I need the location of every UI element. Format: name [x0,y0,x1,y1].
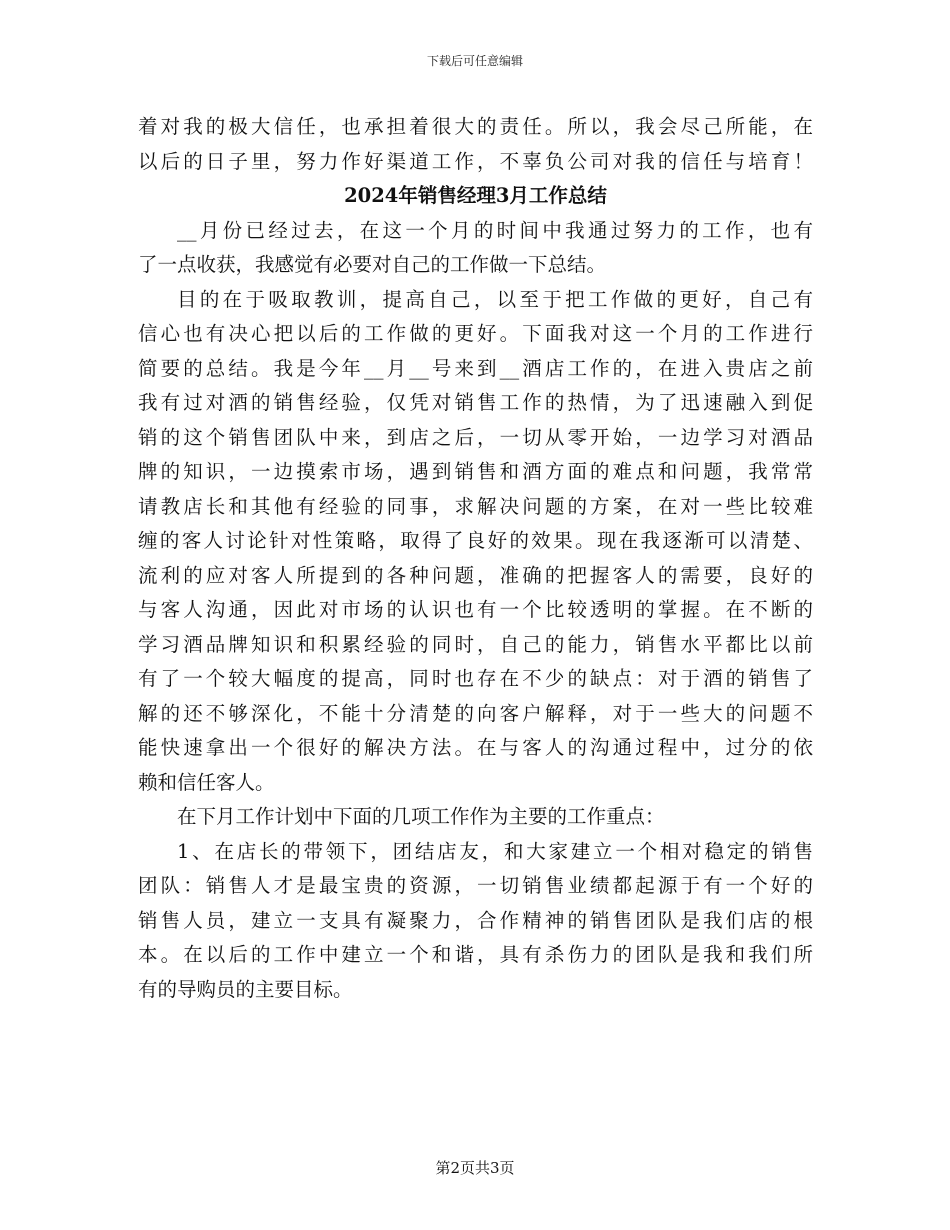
paragraph-line: 简要的总结。我是今年__月__号来到__酒店工作的，在进入贵店之前 [138,356,813,380]
paragraph-line: 与客人沟通，因此对市场的认识也有一个比较透明的掌握。在不断的 [138,598,813,621]
paragraph-line: 能快速拿出一个很好的解决方法。在与客人的沟通过程中，过分的依 [138,736,813,759]
paragraph-line: 流利的应对客人所提到的各种问题，准确的把握客人的需要，良好的 [138,563,813,587]
paragraph-line: 牌的知识，一边摸索市场，遇到销售和酒方面的难点和问题，我常常 [138,460,813,483]
paragraph-line: 销售人员，建立一支具有凝聚力，合作精神的销售团队是我们店的根 [138,908,813,932]
paragraph-line: 了一点收获，我感觉有必要对自己的工作做一下总结。 [138,253,607,276]
paragraph-line: 信心也有决心把以后的工作做的更好。下面我对这一个月的工作进行 [138,322,813,345]
paragraph-line: 销的这个销售团队中来，到店之后，一切从零开始，一边学习对酒品 [138,425,813,449]
paragraph-line: __月份已经过去，在这一个月的时间中我通过努力的工作，也有 [177,218,813,242]
paragraph-line: 1、在店长的带领下，团结店友，和大家建立一个相对稳定的销售 [177,839,813,863]
paragraph-line: 本。在以后的工作中建立一个和谐，具有杀伤力的团队是我和我们所 [138,943,813,966]
paragraph-line: 有的导购员的主要目标。 [138,977,353,1001]
page-header: 下载后可任意编辑 [426,54,523,68]
paragraph-line: 团队：销售人才是最宝贵的资源，一切销售业绩都起源于有一个好的 [138,874,813,897]
document-body [138,110,813,1007]
paragraph-line: 目的在于吸取教训，提高自己，以至于把工作做的更好，自己有 [177,287,813,311]
paragraph-line: 解的还不够深化，不能十分清楚的向客户解释，对于一些大的问题不 [138,701,813,725]
paragraph-line: 我有过对酒的销售经验，仅凭对销售工作的热情，为了迅速融入到促 [138,391,813,414]
intro-line: 以后的日子里，努力作好渠道工作，不辜负公司对我的信任与培育！ [138,149,813,173]
paragraph-line: 缠的客人讨论针对性策略，取得了良好的效果。现在我逐渐可以清楚、 [138,529,813,552]
page-footer: 第2页共3页 [435,1159,515,1177]
document-title: 2024年销售经理3月工作总结 [344,184,607,207]
paragraph-line: 请教店长和其他有经验的同事，求解决问题的方案，在对一些比较难 [138,494,813,518]
paragraph-line: 学习酒品牌知识和积累经验的同时，自己的能力，销售水平都比以前 [138,632,813,656]
paragraph-line: 有了一个较大幅度的提高，同时也存在不少的缺点：对于酒的销售了 [138,667,813,690]
intro-line: 着对我的极大信任，也承担着很大的责任。所以，我会尽己所能，在 [138,115,813,138]
paragraph-line: 在下月工作计划中下面的几项工作作为主要的工作重点： [177,805,665,828]
paragraph-line: 赖和信任客人。 [138,770,275,794]
